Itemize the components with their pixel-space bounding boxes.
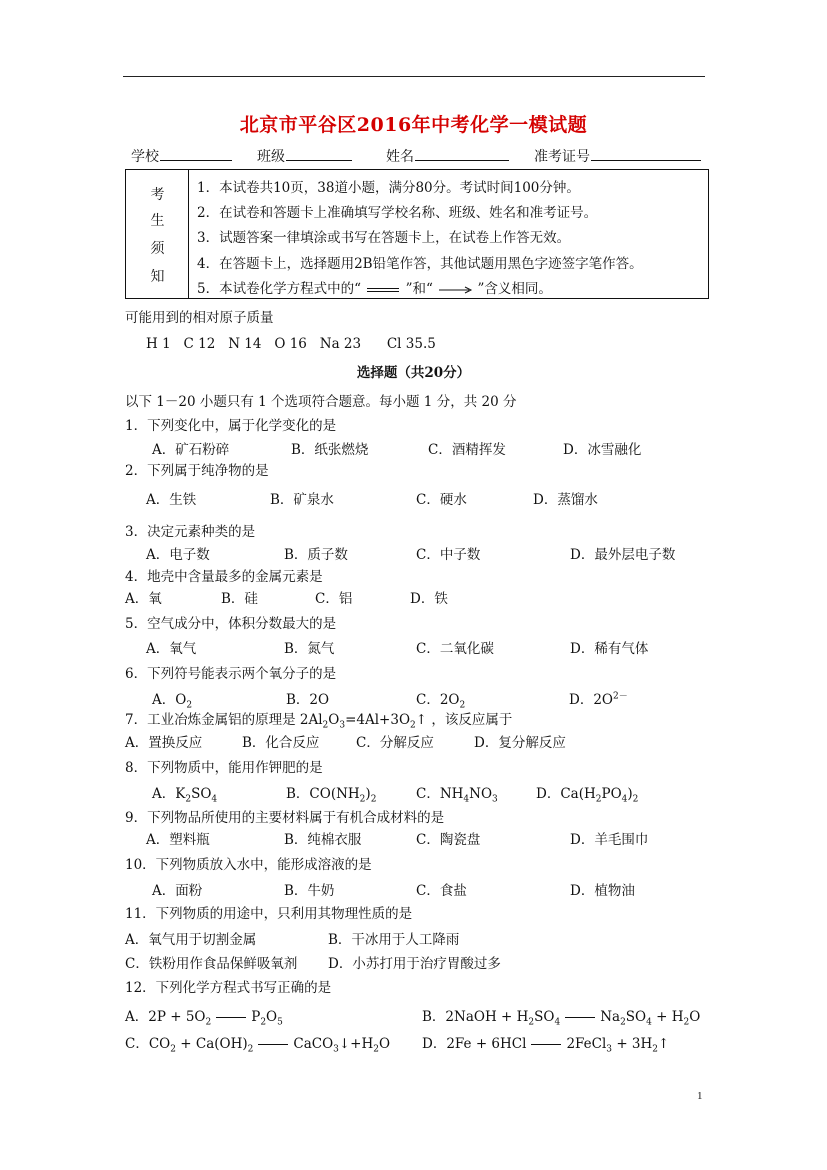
equal-sign-icon — [365, 286, 401, 294]
option-8c: C．$NH_4NO_3$ — [416, 786, 498, 805]
option-1b: B．纸张燃烧 — [291, 442, 369, 458]
notice-item-3: 3．试题答案一律填涂或书写在答题卡上，在试卷上作答无效。 — [197, 230, 571, 246]
option-9c: C．陶瓷盘 — [416, 832, 481, 848]
option-6a: A．$O_2$ — [152, 692, 193, 711]
option-2b: B．矿泉水 — [270, 492, 334, 508]
notice-item-2: 2．在试卷和答题卡上准确填写学校名称、班级、姓名和准考证号。 — [197, 205, 598, 221]
notice-item-5: 5．本试卷化学方程式中的“ ”和“ ”含义相同。 — [197, 281, 552, 297]
header-rule — [123, 76, 705, 77]
option-12d: D．2Fe + 6HCl 2FeCl$_3$ + $3H_2↑$ — [422, 1036, 670, 1055]
option-8d: D．$Ca(H_2PO_4)_2$ — [536, 786, 639, 805]
option-6b: B．2O — [286, 692, 330, 708]
exam-notice-box — [125, 169, 709, 299]
option-9d: D．羊毛围巾 — [570, 832, 649, 848]
question-3: 3．决定元素种类的是 — [125, 524, 256, 540]
question-10: 10．下列物质放入水中，能形成溶液的是 — [125, 857, 372, 873]
option-10b: B．牛奶 — [284, 883, 335, 899]
option-5c: C．二氧化碳 — [416, 641, 494, 657]
option-7b: B．化合反应 — [242, 735, 320, 751]
option-2a: A．生铁 — [146, 492, 197, 508]
exam-number-field: 准考证号 — [534, 146, 701, 166]
question-5: 5．空气成分中，体积分数最大的是 — [125, 616, 337, 632]
option-4a: A．氧 — [125, 591, 162, 607]
option-5d: D．稀有气体 — [570, 641, 649, 657]
atomic-mass-list: H 1 C 12 N 14 O 16 Na 23 Cl 35.5 — [146, 336, 436, 352]
option-11b: B．干冰用于人工降雨 — [328, 932, 460, 948]
name-field: 姓名 — [386, 146, 509, 166]
option-9b: B．纯棉衣服 — [284, 832, 362, 848]
option-6c: C．$2O_2$ — [416, 692, 466, 711]
option-3b: B．质子数 — [284, 547, 348, 563]
question-9: 9．下列物品所使用的主要材料属于有机合成材料的是 — [125, 810, 445, 826]
option-2d: D．蒸馏水 — [533, 492, 598, 508]
notice-item-1: 1．本试卷共10页，38道小题，满分80分。考试时间100分钟。 — [197, 180, 580, 196]
option-4b: B．硅 — [221, 591, 258, 607]
equation-bar — [258, 1044, 288, 1046]
option-11c: C．铁粉用作食品保鲜吸氧剂 — [125, 956, 298, 972]
option-3c: C．中子数 — [416, 547, 481, 563]
equation-bar — [565, 1017, 595, 1019]
option-5a: A．氧气 — [146, 641, 197, 657]
option-6d: D．$2O^{2-}$ — [569, 691, 628, 708]
option-12a: A．$2P + 5O_2$ $P_2O_5$ — [125, 1009, 283, 1028]
option-3d: D．最外层电子数 — [570, 547, 676, 563]
option-4d: D．铁 — [410, 591, 448, 607]
option-1c: C．酒精挥发 — [428, 442, 506, 458]
option-10a: A．面粉 — [152, 883, 203, 899]
question-2: 2．下列属于纯净物的是 — [125, 463, 269, 479]
question-12: 12．下列化学方程式书写正确的是 — [125, 980, 332, 996]
page-number: 1 — [697, 1090, 703, 1102]
arrow-right-icon — [437, 286, 473, 294]
option-4c: C．铝 — [315, 591, 353, 607]
page-title: 北京市平谷区2016年中考化学一模试题 — [239, 114, 588, 136]
option-12c: C．$CO_2 + Ca(OH)_2$ $CaCO_3↓+H_2O$ — [125, 1036, 391, 1055]
question-8: 8．下列物质中，能用作钾肥的是 — [125, 760, 323, 776]
option-7c: C．分解反应 — [356, 735, 434, 751]
question-1: 1．下列变化中，属于化学变化的是 — [125, 418, 337, 434]
option-2c: C．硬水 — [416, 492, 467, 508]
option-12b: B．2NaOH + $H_2SO_4$ $Na_2SO_4 + H_2O$ — [422, 1009, 701, 1028]
option-1a: A．矿石粉碎 — [152, 442, 230, 458]
option-10c: C．食盐 — [416, 883, 467, 899]
option-7d: D．复分解反应 — [474, 735, 566, 751]
option-8a: A．$K_2SO_4$ — [152, 786, 218, 805]
option-3a: A．电子数 — [146, 547, 210, 563]
equation-bar — [531, 1044, 561, 1046]
option-11a: A．氧气用于切割金属 — [125, 932, 257, 948]
option-11d: D．小苏打用于治疗胃酸过多 — [328, 956, 501, 972]
option-8b: B．$CO(NH_2)_2$ — [286, 786, 377, 805]
question-6: 6．下列符号能表示两个氧分子的是 — [125, 666, 337, 682]
atomic-mass-title: 可能用到的相对原子质量 — [125, 310, 274, 326]
equation-bar — [216, 1017, 246, 1019]
question-4: 4．地壳中含量最多的金属元素是 — [125, 569, 323, 585]
question-11: 11．下列物质的用途中，只利用其物理性质的是 — [125, 906, 413, 922]
option-7a: A．置换反应 — [125, 735, 203, 751]
section-intro: 以下 1－20 小题只有 1 个选项符合题意。每小题 1 分，共 20 分 — [125, 394, 517, 410]
option-1d: D．冰雪融化 — [563, 442, 642, 458]
class-field: 班级 — [257, 146, 352, 166]
school-field: 学校 — [131, 146, 232, 166]
question-7: 7．工业冶炼金属铝的原理是 $2Al_2O_3=4Al+3O_2↑$ ，该反应属于 — [125, 712, 513, 731]
notice-label: 考 生 须 知 — [126, 170, 189, 298]
option-5b: B．氮气 — [284, 641, 335, 657]
section-title: 选择题（共20分） — [356, 365, 471, 381]
notice-item-4: 4．在答题卡上，选择题用2B铅笔作答，其他试题用黑色字迹签字笔作答。 — [197, 256, 643, 272]
option-10d: D．植物油 — [570, 883, 635, 899]
option-9a: A．塑料瓶 — [146, 832, 210, 848]
